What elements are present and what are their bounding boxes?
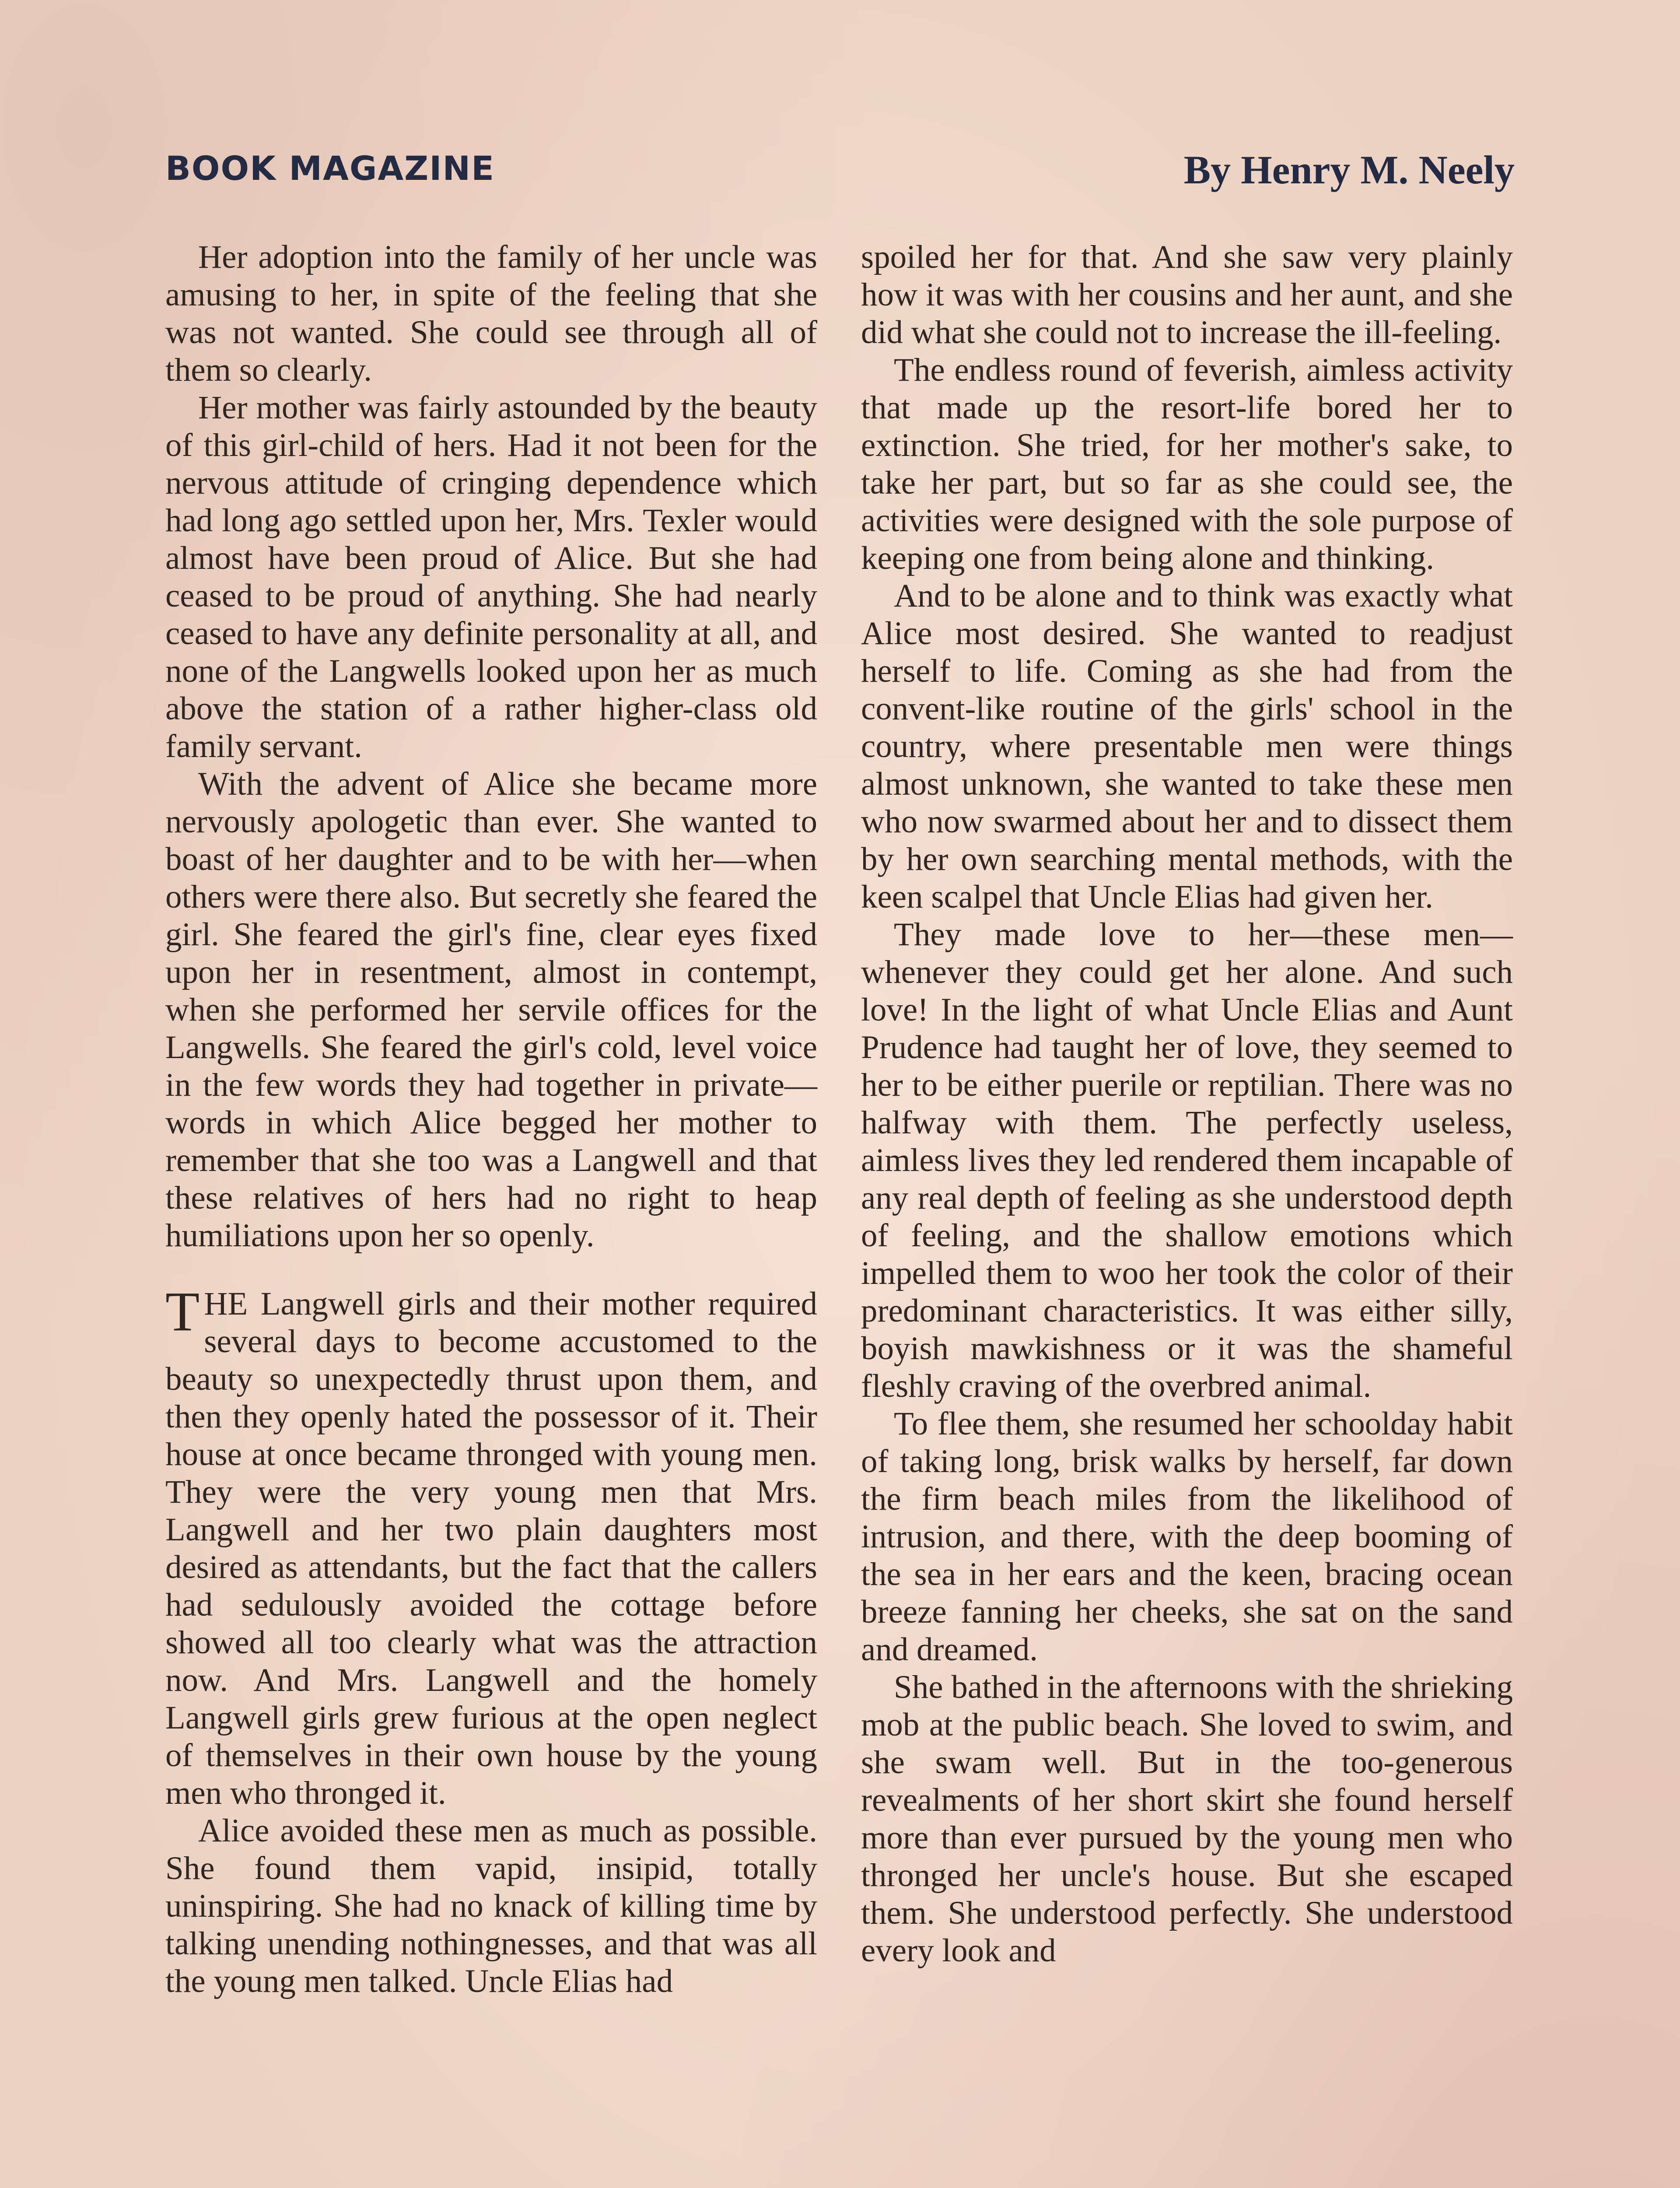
paragraph: Alice avoided these men as much as possible. She found them vapid, insipid, totally uninspiring. She had no knack of killing time by talking unending nothingnesses, and that was all the young men talked. Uncle Elias had [165,1813,817,1999]
paragraph: To flee them, she resumed her schoolday habit of taking long, brisk walks by herself, far down the firm beach miles from the likelihood of intrusion, and there, with the deep booming of the sea in her ears and the keen, bracing ocean breeze fanning her cheeks, she sat on the sand and dreamed. [861,1406,1513,1668]
small-caps-word: HE [204,1286,248,1322]
paragraph: And to be alone and to think was exactly what Alice most desired. She wanted to readjust herself to life. Coming as she had from the convent-like routine of the girls' school in the country, where presentable men were things almost unknown, she wanted to take these men who now swarmed about her and to dissect them by her own searching mental methods, with the keen scalpel that Uncle Elias had given her. [861,578,1513,915]
paragraph-continued: spoiled her for that. And she saw very plainly how it was with her cousins and her aunt, and she did what she could not to increase the ill-feeling. [861,239,1513,351]
section-opening-paragraph [165,1280,817,1812]
magazine-title: BOOK MAGAZINE [165,149,495,188]
right-column [861,238,1513,2188]
paragraph: She bathed in the afternoons with the shrieking mob at the public beach. She loved to swim, and she swam well. But in the too-generous revealments of her short skirt she found herself more than ever pursued by the young men who thronged her uncle's house. But she escaped them. She understood perfectly. She understood every look and [861,1669,1513,1969]
paragraph: The endless round of feverish, aimless activity that made up the resort-life bored her to extinction. She tried, for her mother's sake, to take her part, but so far as she could see, the activities were designed with the sole purpose of keeping one from being alone and thinking. [861,352,1513,576]
drop-cap: T [165,1280,200,1343]
paragraph: With the advent of Alice she became more nervously apologetic than ever. She wanted to boast of her daughter and to be with her—when others were there also. But secretly she feared the girl. She feared the girl's fine, clear eyes fixed upon her in resentment, almost in contempt, when she performed her servile offices for the Langwells. She feared the girl's cold, level voice in the few words they had together in private—words in which Alice begged her mother to remember that she too was a Langwell and that these relatives of hers had no right to heap humiliations upon her so openly. [165,766,817,1254]
paragraph-text: Langwell girls and their mother required several days to become accustomed to the beauty so unexpectedly thrust upon them, and then they openly hated the possessor of it. Their house at once became thronged with young men. They were the very young men that Mrs. Langwell and her two plain daughters most desired as attendants, but the fact that the callers had sedulously avoided the cottage before showed all too clearly what was the attraction now. And Mrs. Langwell and the homely Langwell girls grew furious at the open neglect of themselves in their own house by the young men who thronged it. [165,1286,817,1811]
left-column [165,238,817,2188]
author-byline: By Henry M. Neely [1183,147,1515,192]
paragraph: Her adoption into the family of her uncle was amusing to her, in spite of the feeling that she was not wanted. She could see through all of them so clearly. [165,239,817,388]
paragraph: Her mother was fairly astounded by the beauty of this girl-child of hers. Had it not been for the nervous attitude of cringing dependence which had long ago settled upon her, Mrs. Texler would almost have been proud of Alice. But she had ceased to be proud of anything. She had nearly ceased to have any definite personality at all, and none of the Langwells looked upon her as much above the station of a rather higher-class old family servant. [165,389,817,764]
section-break [165,1255,817,1285]
paragraph: They made love to her—these men—whenever they could get her alone. And such love! In the light of what Uncle Elias and Aunt Prudence had taught her of love, they seemed to her to be either puerile or reptilian. There was no halfway with them. The perfectly useless, aimless lives they led rendered them incapable of any real depth of feeling as she understood depth of feeling, and the shallow emotions which impelled them to woo her took the color of their predominant characteristics. It was either silly, boyish mawkishness or it was the shameful fleshly craving of the overbred animal. [861,916,1513,1404]
